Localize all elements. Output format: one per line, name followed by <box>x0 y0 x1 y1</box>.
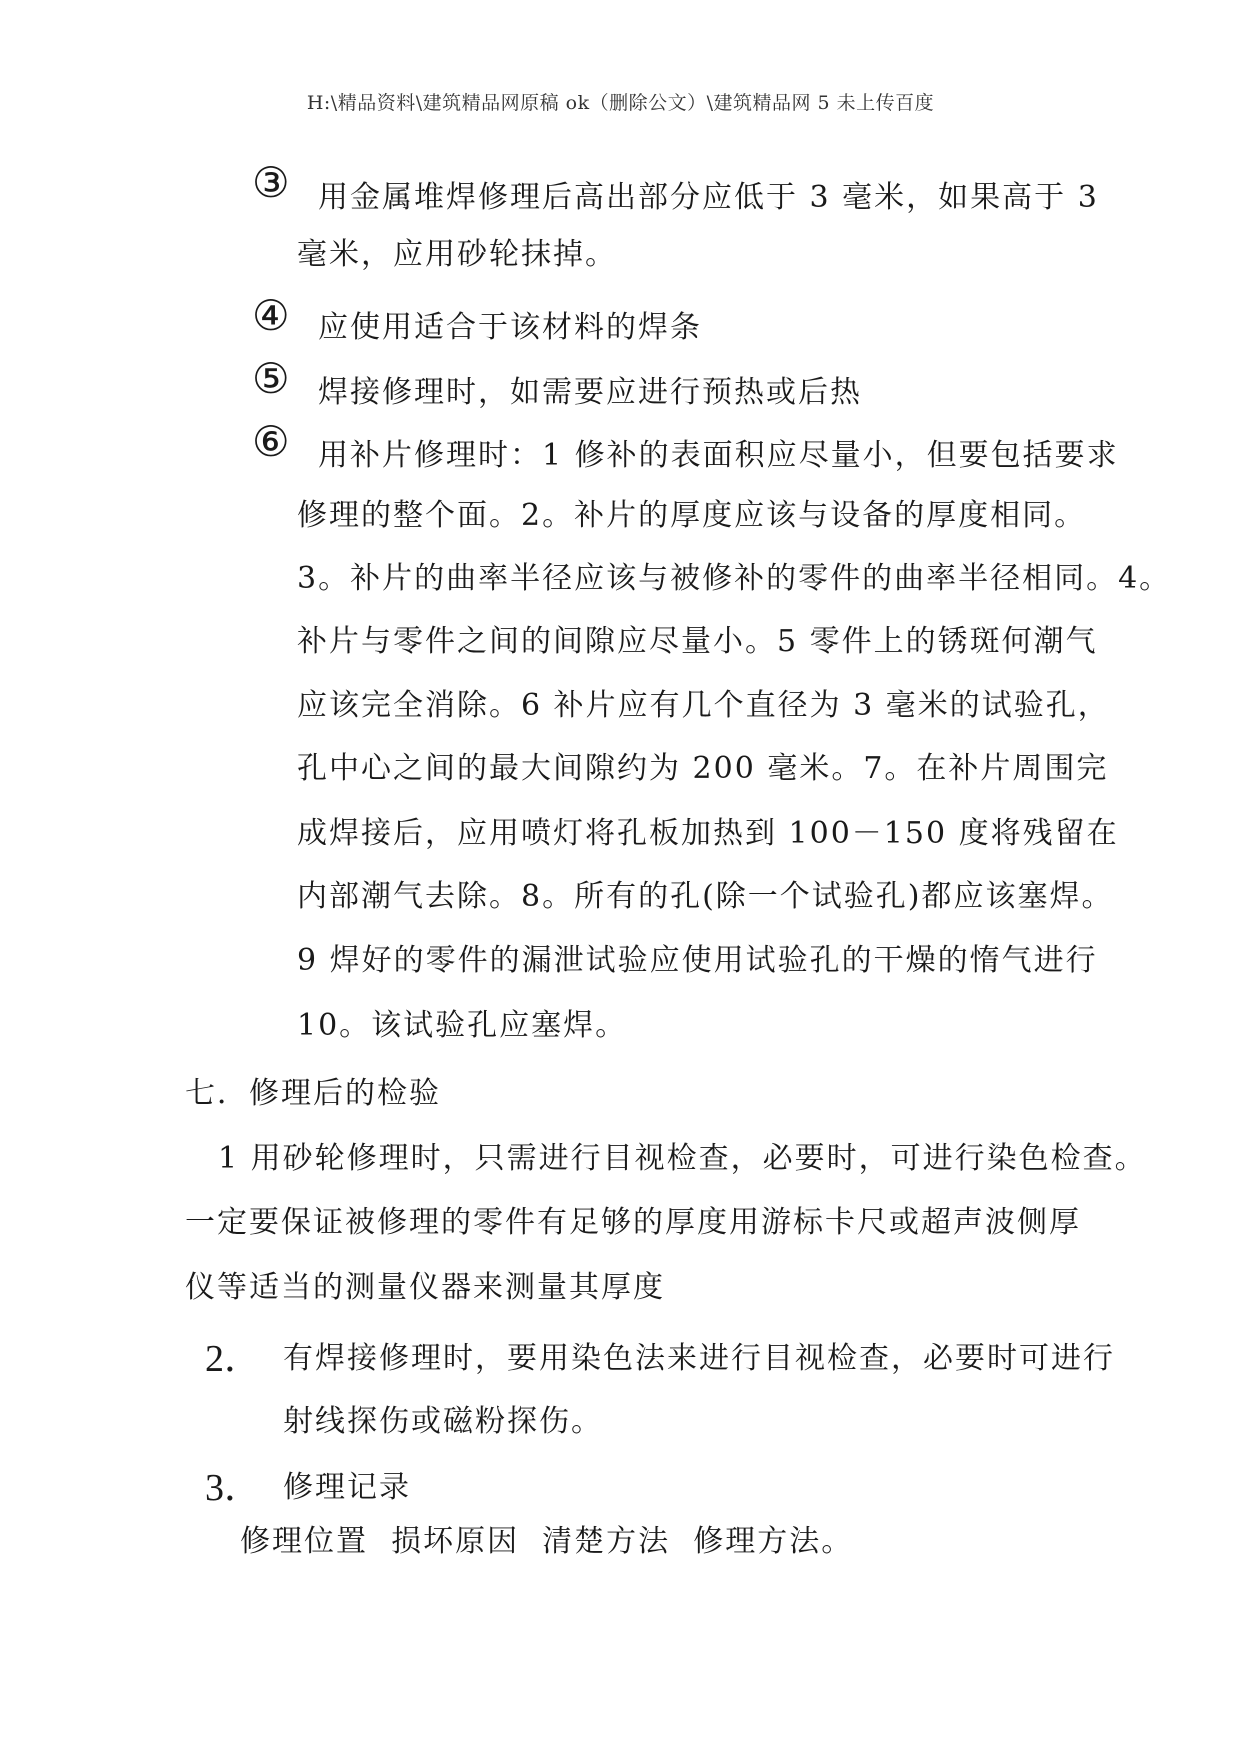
section7-p1-line-2: 一定要保证被修理的零件有足够的厚度用游标卡尺或超声波侧厚 <box>185 1205 1081 1240</box>
item6-line-5: 应该完全消除。6 补片应有几个直径为 3 毫米的试验孔， <box>297 688 1110 723</box>
item6-line-8: 内部潮气去除。8。所有的孔(除一个试验孔)都应该塞焊。 <box>297 879 1114 914</box>
list-number-3: 3． <box>205 1467 263 1509</box>
list-number-2: 2． <box>205 1338 263 1380</box>
item6-line-1: 用补片修理时：1 修补的表面积应尽量小，但要包括要求 <box>318 438 1119 473</box>
item3-line-2: 毫米，应用砂轮抹掉。 <box>297 237 617 272</box>
circled-number-5: ⑤ <box>252 354 290 403</box>
circled-number-3: ③ <box>252 158 290 207</box>
section7-item2-line-1: 有焊接修理时，要用染色法来进行目视检查，必要时可进行 <box>283 1341 1115 1376</box>
item6-line-10: 10。该试验孔应塞焊。 <box>297 1008 628 1043</box>
item6-line-2: 修理的整个面。2。补片的厚度应该与设备的厚度相同。 <box>297 498 1087 533</box>
section7-p1-line-3: 仪等适当的测量仪器来测量其厚度 <box>185 1270 665 1305</box>
item4-text: 应使用适合于该材料的焊条 <box>318 310 702 345</box>
circled-number-6: ⑥ <box>252 417 290 466</box>
circled-number-4: ④ <box>252 291 290 340</box>
section7-p1-line-1: 1 用砂轮修理时，只需进行目视检查，必要时，可进行染色检查。 <box>218 1141 1147 1176</box>
page-header: H:\精品资料\建筑精品网原稿 ok（删除公文）\建筑精品网 5 未上传百度 <box>306 92 935 114</box>
section7-item2-line-2: 射线探伤或磁粉探伤。 <box>283 1404 603 1439</box>
item3-line-1: 用金属堆焊修理后高出部分应低于 3 毫米，如果高于 3 <box>318 180 1099 215</box>
item6-line-3: 3。补片的曲率半径应该与被修补的零件的曲率半径相同。4。 <box>297 561 1172 596</box>
item5-text: 焊接修理时，如需要应进行预热或后热 <box>318 375 862 410</box>
item6-line-9: 9 焊好的零件的漏泄试验应使用试验孔的干燥的惰气进行 <box>297 943 1098 978</box>
section7-item3-text: 修理记录 <box>283 1470 411 1505</box>
item6-line-6: 孔中心之间的最大间隙约为 200 毫米。7。在补片周围完 <box>297 751 1109 786</box>
repair-record-fields: 修理位置 损坏原因 清楚方法 修理方法。 <box>240 1524 854 1559</box>
item6-line-7: 成焊接后，应用喷灯将孔板加热到 100－150 度将残留在 <box>297 816 1119 851</box>
section7-title: 七．修理后的检验 <box>185 1076 441 1111</box>
item6-line-4: 补片与零件之间的间隙应尽量小。5 零件上的锈斑何潮气 <box>297 624 1098 659</box>
